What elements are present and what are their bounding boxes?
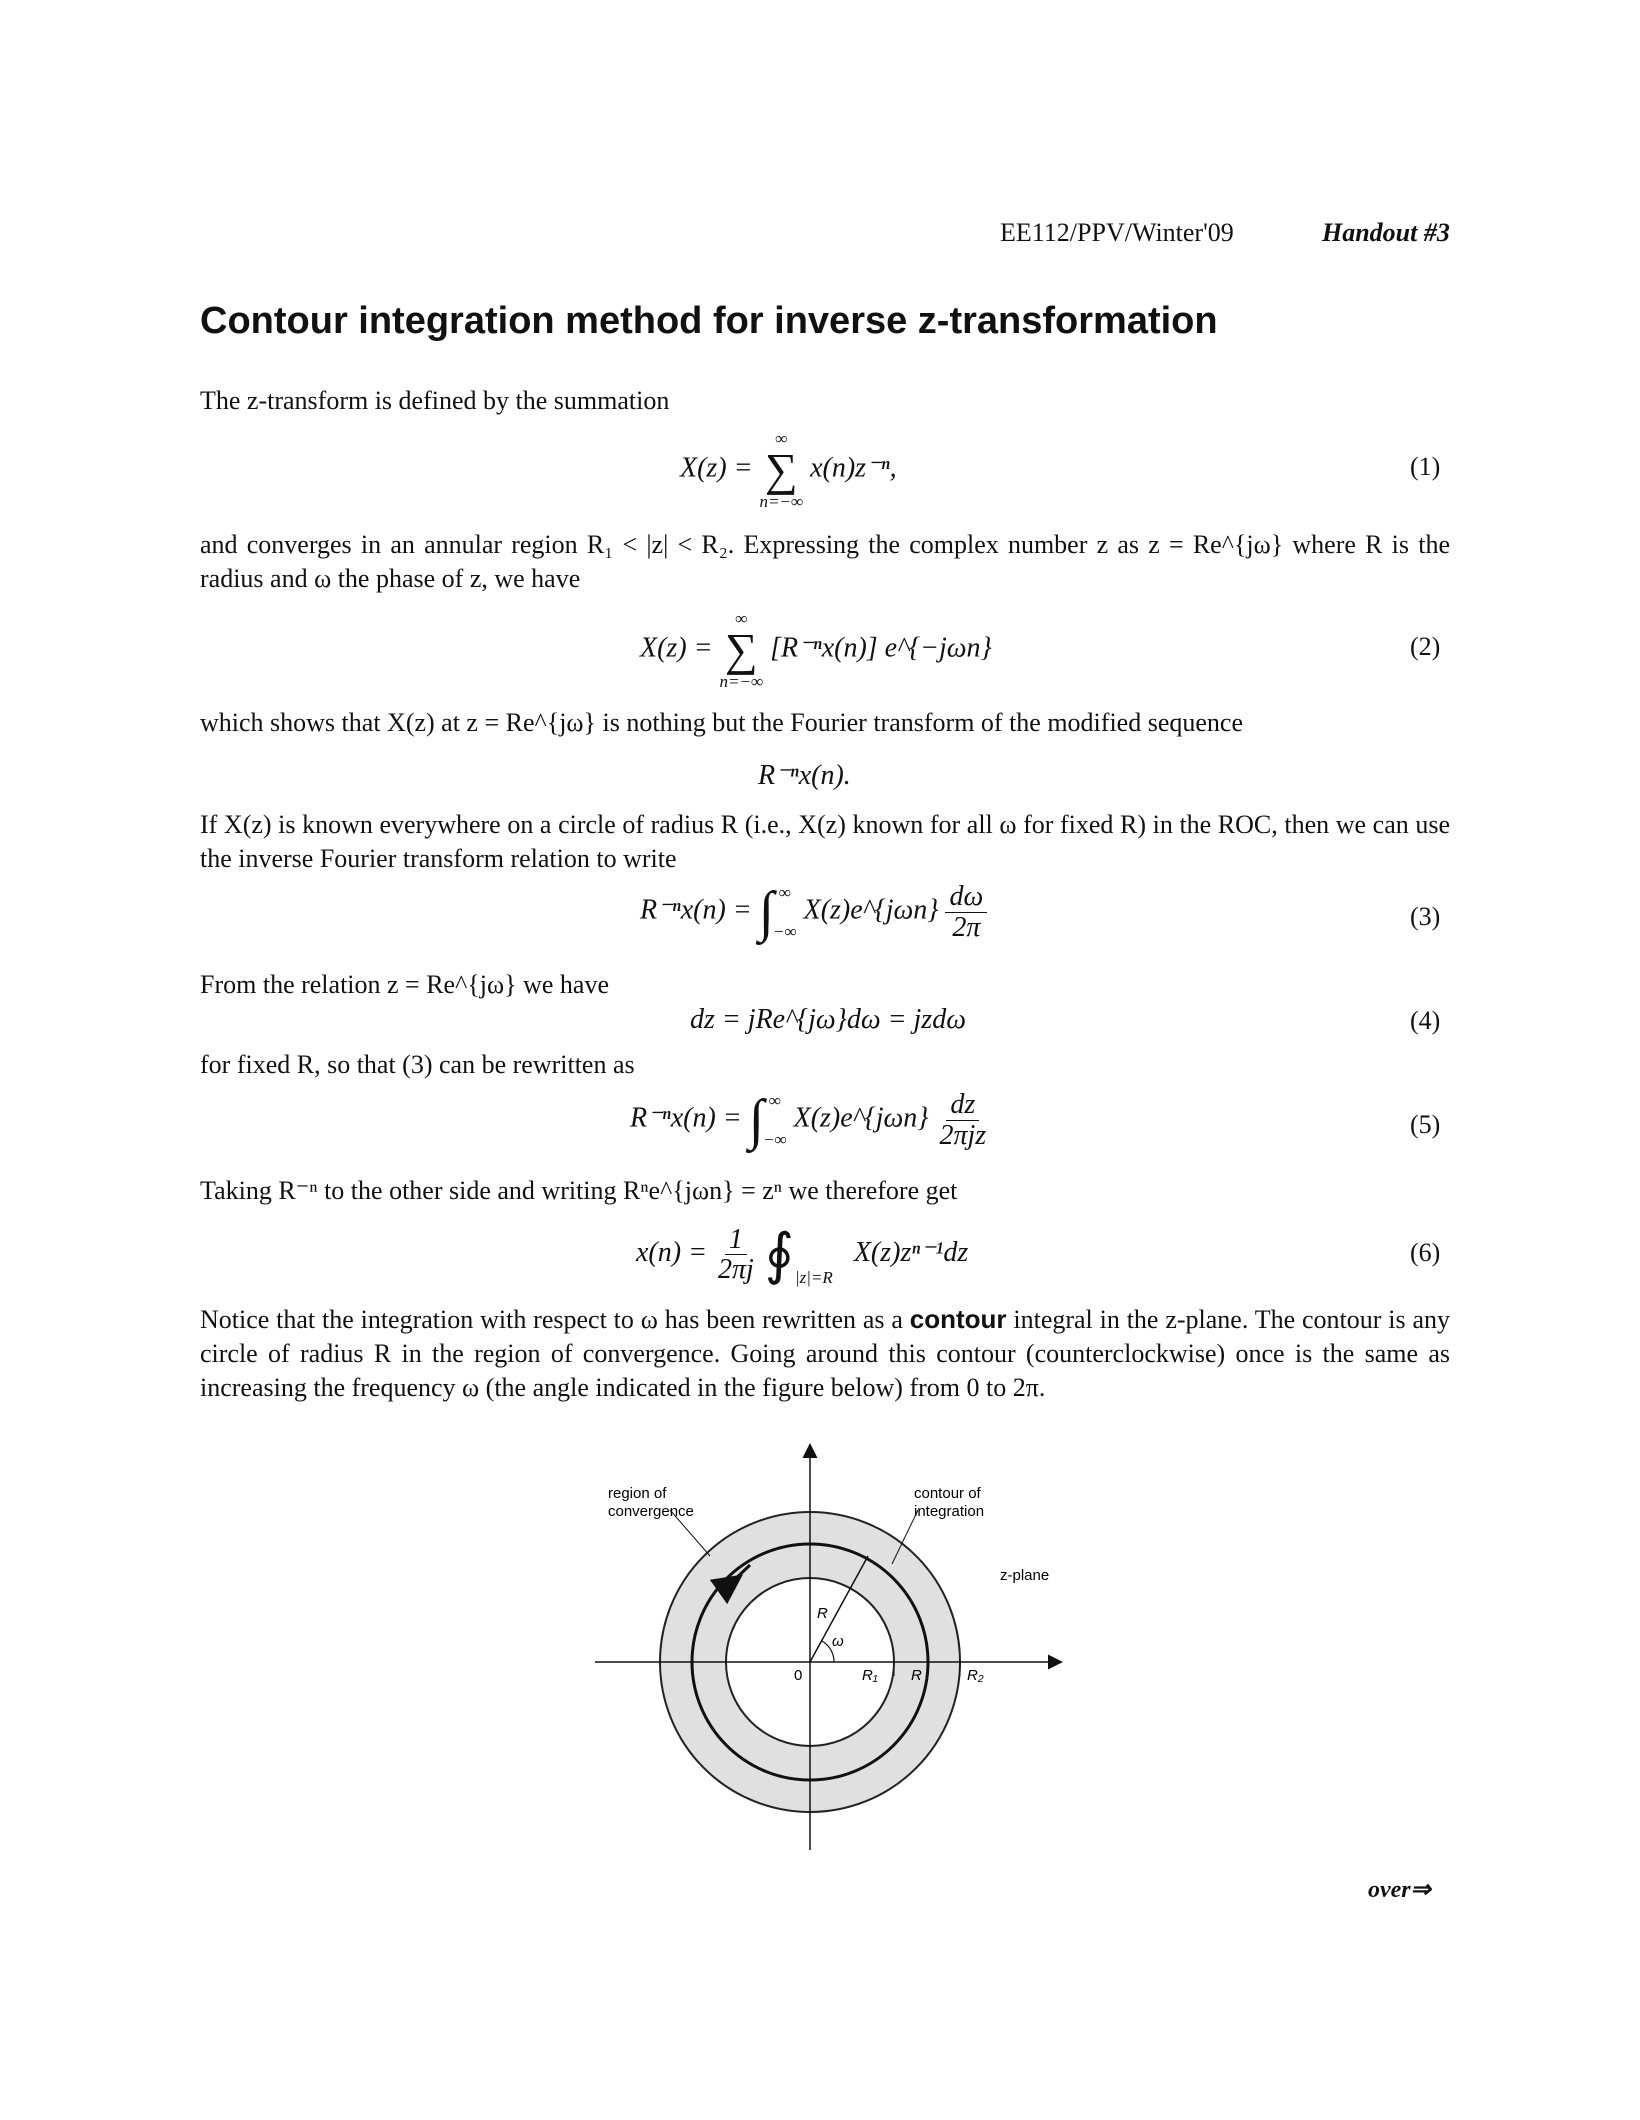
eq6-lhs: x(n) = <box>636 1236 707 1268</box>
integral-symbol: ∫ <box>748 1089 765 1151</box>
eq3-upper: ∞ <box>778 883 791 902</box>
eq1-lower: n=−∞ <box>759 492 804 511</box>
p8-text-b: integral in the z-plane. The contour is any circle of radius R in the region of convergence. Going around this contour (counterclockwise) once is the same as increasing the frequency ω (the angle indicated in the figure below) from 0 to 2π. <box>200 1305 1450 1402</box>
equation-4: dz = jRe^{jω}dω = jzdω <box>690 1004 966 1035</box>
eq5-number: (5) <box>1410 1110 1441 1139</box>
eq1-body: x(n)z⁻ⁿ, <box>810 452 897 484</box>
eq1-number: (1) <box>1410 452 1441 481</box>
eq6-body: X(z)zⁿ⁻¹dz <box>853 1236 969 1268</box>
z-plane-figure <box>580 1440 1080 1860</box>
p8-bold-contour: contour <box>909 1304 1007 1334</box>
eq2-lhs: X(z) = <box>640 632 713 664</box>
eq6-number: (6) <box>1410 1238 1441 1267</box>
paragraph-contour-note <box>200 1302 1450 1405</box>
handout-number: Handout #3 <box>1322 218 1450 247</box>
eq3-limits <box>773 884 797 940</box>
paragraph-definition: The z-transform is defined by the summation <box>200 386 670 415</box>
page-title: Contour integration method for inverse z-transformation <box>200 300 1218 342</box>
paragraph-inverse-fourier: If X(z) is known everywhere on a circle of radius R (i.e., X(z) known for all ω for fixed R) in the ROC, then we can use the inverse Fourier transform relation to write <box>200 810 1450 873</box>
eq6-frac-num: 1 <box>725 1225 747 1255</box>
eq1-sum-symbol: ∞ ∑ n=−∞ <box>759 429 804 511</box>
eq5-body: X(z)e^{jωn} <box>793 1102 929 1134</box>
eq1-upper: ∞ <box>775 429 788 448</box>
p8-text-a: Notice that the integration with respect to ω has been rewritten as a <box>200 1305 910 1334</box>
equation-3 <box>640 880 987 944</box>
eq3-number: (3) <box>1410 902 1441 931</box>
eq3-lower: −∞ <box>773 922 797 941</box>
eq2-upper: ∞ <box>735 609 748 628</box>
eq2-body: [R⁻ⁿx(n)] e^{−jωn} <box>770 632 992 664</box>
label-origin: 0 <box>794 1667 803 1684</box>
paragraph-relation: From the relation z = Re^{jω} we have <box>200 970 609 999</box>
integral-symbol: ∫ <box>758 881 775 943</box>
label-contour-line1: contour of <box>914 1485 981 1502</box>
eq6-fraction <box>714 1225 758 1285</box>
label-contour-line2: integration <box>914 1503 985 1520</box>
eq3-lhs: R⁻ⁿx(n) = <box>640 894 752 926</box>
label-roc-line2: convergence <box>608 1503 694 1520</box>
eq4-number: (4) <box>1410 1006 1441 1035</box>
over-indicator: over⇒ <box>1368 1877 1431 1903</box>
eq2-sum-symbol: ∞ ∑ n=−∞ <box>719 609 764 691</box>
paragraph-annular-region: and converges in an annular region R₁ < |z| < R₂. Expressing the complex number z as z = Re^{jω} where R is the radius and ω the phase of z, we have <box>200 530 1450 593</box>
label-z-plane: z-plane <box>1000 1567 1050 1584</box>
label-radius: R <box>817 1605 828 1622</box>
eq2-number: (2) <box>1410 632 1441 661</box>
eq5-frac-num: dz <box>946 1090 979 1120</box>
contour-integral-symbol: ∮ <box>764 1224 794 1286</box>
course-code: EE112/PPV/Winter'09 <box>1000 218 1234 247</box>
eq5-frac-den: 2πjz <box>939 1119 987 1151</box>
eq3-body: X(z)e^{jωn} <box>803 894 939 926</box>
eq5-limits <box>763 1092 787 1148</box>
eq5-upper: ∞ <box>768 1091 781 1110</box>
equation-5 <box>630 1088 990 1152</box>
paragraph-other-side: Taking R⁻ⁿ to the other side and writing Rⁿe^{jωn} = zⁿ we therefore get <box>200 1176 958 1205</box>
paragraph-rewrite: for fixed R, so that (3) can be rewritten as <box>200 1050 635 1079</box>
label-roc-line1: region of <box>608 1485 667 1502</box>
label-omega: ω <box>832 1633 844 1650</box>
eq2-lower: n=−∞ <box>719 672 764 691</box>
eq5-fraction <box>935 1090 990 1150</box>
equation-1 <box>680 430 897 510</box>
equation-6 <box>636 1222 968 1288</box>
modified-sequence: R⁻ⁿx(n). <box>758 760 851 791</box>
label-r: R <box>911 1667 922 1684</box>
label-r1: R₁ <box>862 1667 878 1684</box>
eq3-frac-num: dω <box>945 882 987 912</box>
eq5-lhs: R⁻ⁿx(n) = <box>630 1102 742 1134</box>
eq3-frac-den: 2π <box>952 911 981 943</box>
eq1-lhs: X(z) = <box>680 452 753 484</box>
paragraph-fourier: which shows that X(z) at z = Re^{jω} is nothing but the Fourier transform of the modified sequence <box>200 708 1243 737</box>
eq6-frac-den: 2πj <box>717 1254 754 1285</box>
label-r2: R₂ <box>967 1667 984 1684</box>
eq5-lower: −∞ <box>763 1130 787 1149</box>
eq3-fraction <box>945 882 987 942</box>
eq6-lower: |z|=R <box>794 1267 833 1287</box>
equation-2 <box>640 610 992 690</box>
